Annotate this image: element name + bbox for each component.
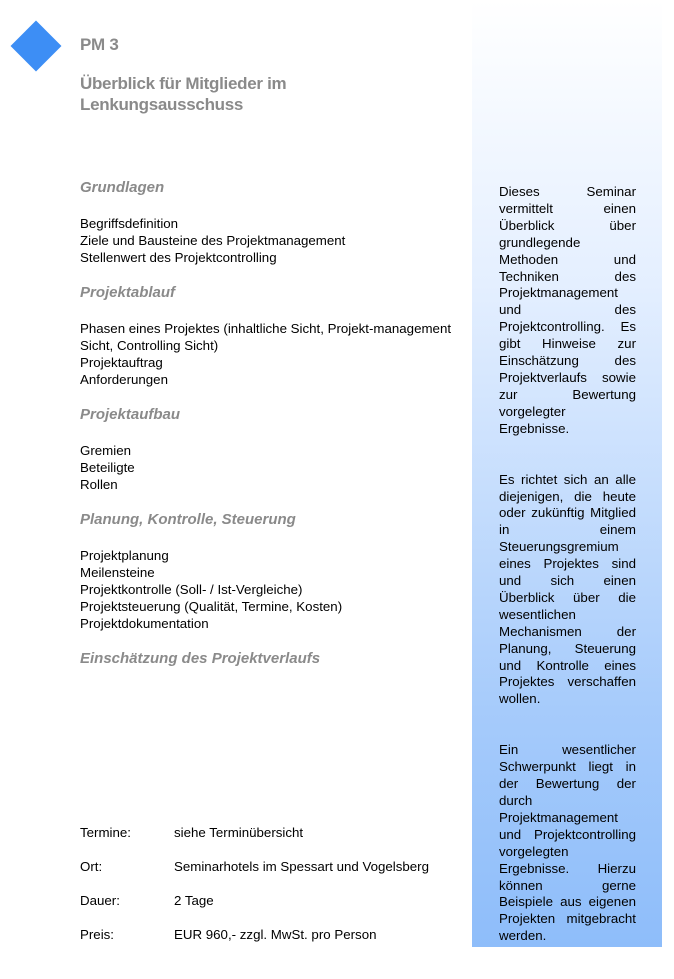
page-title: Überblick für Mitglieder im Lenkungsausschuss [80,74,287,114]
list-item: Projektauftrag [80,355,163,370]
list-item: Gremien [80,443,131,458]
section-items [80,320,460,388]
section-projektaufbau [80,405,460,493]
section-heading: Projektaufbau [80,406,181,423]
section-planung [80,510,460,632]
info-value: EUR 960,- zzgl. MwSt. pro Person [174,927,377,942]
list-item: Phasen eines Projektes (inhaltliche Sicht, Projekt-management Sicht, Controlling Sicht) [80,321,452,353]
content-sections [80,178,460,686]
info-label: Ort: [80,859,103,874]
list-item: Meilensteine [80,565,155,580]
list-item: Projektkontrolle (Soll- / Ist-Vergleiche) [80,582,303,597]
diamond-logo-icon [11,21,62,72]
section-grundlagen [80,178,460,266]
sidebar-paragraph: Dieses Seminar vermittelt einen Überblick über grundlegende Methoden und Techniken des Projektmanagement und des Projektcontrolling. Es gibt Hinweise zur Einschätzung des Projektverlaufs sowie zur Bewertung vorgelegter Ergebnisse. [499,184,636,436]
list-item: Projektplanung [80,548,169,563]
section-projektablauf [80,283,460,388]
list-item: Stellenwert des Projektcontrolling [80,250,277,265]
list-item: Begriffsdefinition [80,216,179,231]
sidebar-description [499,184,636,979]
info-label: Dauer: [80,893,120,908]
course-code: PM 3 [80,35,119,54]
info-label: Preis: [80,927,114,942]
list-item: Projektdokumentation [80,616,209,631]
list-item: Ziele und Bausteine des Projektmanagement [80,233,346,248]
section-items [80,215,460,266]
list-item: Rollen [80,477,118,492]
section-heading: Projektablauf [80,284,176,301]
section-items [80,547,460,632]
sidebar-paragraph: Es richtet sich an alle diejenigen, die heute oder zukünftig Mitglied in einem Steuerungsgremium eines Projektes sind und sich einen Überblick über die wesentlichen Mechanismen der Planung, Steuerung und Kontrolle eines Projektes verschaffen wollen. [499,471,636,707]
section-items [80,442,460,493]
section-heading: Planung, Kontrolle, Steuerung [80,511,296,528]
info-value: siehe Terminübersicht [174,825,304,840]
info-label: Termine: [80,825,131,840]
section-heading: Einschätzung des Projektverlaufs [80,650,321,667]
section-einschaetzung [80,649,460,669]
list-item: Projektsteuerung (Qualität, Termine, Kosten) [80,599,343,614]
section-heading: Grundlagen [80,179,165,196]
list-item: Beteiligte [80,460,135,475]
info-value: 2 Tage [174,893,214,908]
info-value: Seminarhotels im Spessart und Vogelsberg [174,859,429,874]
sidebar-paragraph: Ein wesentlicher Schwerpunkt liegt in der Bewertung der durch Projektmanagement und Projektcontrolling vorgelegten Ergebnisse. Hierzu können gerne Beispiele aus eigenen Projekten mitgebracht werden. [499,742,636,944]
list-item: Anforderungen [80,372,168,387]
